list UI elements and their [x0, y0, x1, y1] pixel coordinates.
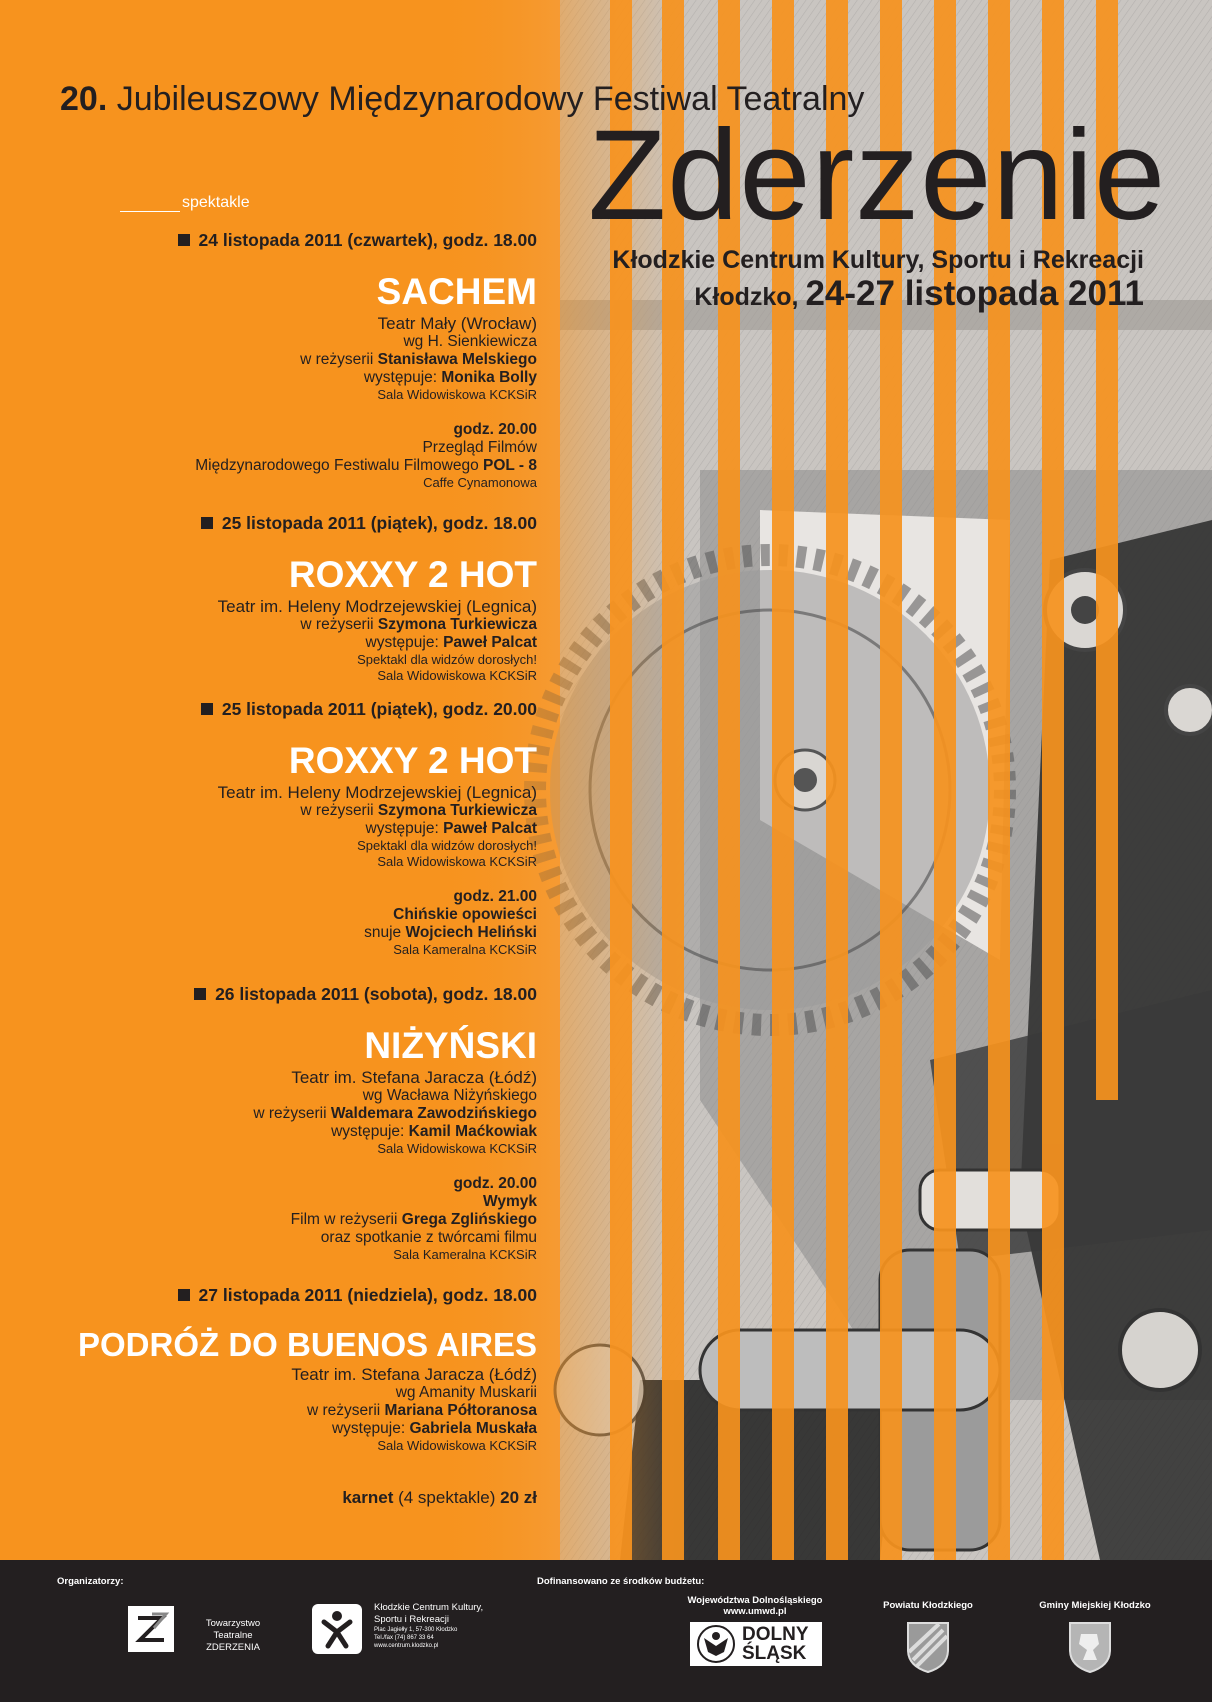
day2a-date-text: 25 listopada 2011 (piątek), godz. 18.00: [221, 513, 537, 533]
day2b-director: [0, 802, 537, 820]
day2b-extra-time: godz. 21.00: [453, 887, 537, 905]
day1-hall: Sala Widowiskowa KCKSiR: [377, 386, 537, 402]
gmina-shield-icon: [1067, 1620, 1113, 1674]
day4-based-on: wg Amanity Muskarii: [395, 1383, 537, 1401]
day2b-extra-by: [0, 924, 537, 942]
director-prefix: w reżyserii: [300, 801, 378, 819]
extra-prefix: Film w reżyserii: [290, 1210, 402, 1228]
day2a-director: [0, 616, 537, 634]
ticket-middle: (4 spektakle): [393, 1488, 501, 1507]
director-name: Szymona Turkiewicza: [377, 801, 537, 819]
day1-extra-line2: [0, 457, 537, 475]
day2a-hall: Sala Widowiskowa KCKSiR: [377, 667, 537, 683]
day1-extra-place: Caffe Cynamonowa: [423, 474, 537, 490]
org2-text: [374, 1602, 483, 1650]
cast-name: Gabriela Muskała: [409, 1419, 537, 1437]
program: [0, 0, 537, 1560]
day2b-theatre: Teatr im. Heleny Modrzejewskiej (Legnica): [217, 782, 537, 802]
ticket-info: [0, 1488, 537, 1507]
extra-prefix: Międzynarodowego Festiwalu Filmowego: [195, 456, 484, 474]
director-name: Waldemara Zawodzińskiego: [330, 1104, 537, 1122]
day3-theatre: Teatr im. Stefana Jaracza (Łódź): [291, 1067, 537, 1087]
extra-bold: Wojciech Heliński: [405, 923, 537, 941]
day2b-extra-title: Chińskie opowieści: [393, 905, 537, 923]
day1-cast: [0, 369, 537, 387]
cast-name: Paweł Palcat: [443, 819, 537, 837]
day3-title: NIŻYŃSKI: [364, 1025, 537, 1066]
city-and-dates: [694, 274, 1144, 314]
day1-title: SACHEM: [376, 271, 537, 312]
day2a-theatre: Teatr im. Heleny Modrzejewskiej (Legnica): [217, 596, 537, 616]
day4-date-text: 27 listopada 2011 (niedziela), godz. 18.00: [198, 1285, 537, 1305]
cast-name: Paweł Palcat: [443, 633, 537, 651]
day2b-title: ROXXY 2 HOT: [288, 740, 537, 781]
day1-based-on: wg H. Sienkiewicza: [403, 332, 537, 350]
bullet-square-icon: [194, 988, 206, 1000]
director-prefix: w reżyserii: [300, 615, 378, 633]
cast-prefix: występuje:: [331, 1122, 409, 1140]
cast-prefix: występuje:: [363, 368, 442, 386]
day1-extra-line1: Przegląd Filmów: [422, 438, 537, 456]
cast-prefix: występuje:: [365, 633, 444, 651]
director-prefix: w reżyserii: [307, 1401, 385, 1419]
day3-extra-place: Sala Kameralna KCKSiR: [393, 1246, 537, 1262]
footer: [0, 1560, 1212, 1702]
edition-number: 20.: [60, 80, 108, 118]
day1-extra-time: godz. 20.00: [453, 420, 537, 438]
venue: Kłodzkie Centrum Kultury, Sportu i Rekreacji: [612, 246, 1144, 274]
bullet-square-icon: [178, 1289, 190, 1301]
powiat-shield-icon: [905, 1620, 951, 1674]
director-name: Szymona Turkiewicza: [377, 615, 537, 633]
sponsor1-line2: www.umwd.pl: [723, 1606, 787, 1617]
org2-line1: Kłodzkie Centrum Kultury,: [374, 1602, 484, 1613]
org2-addr1: Plac Jagiełły 1, 57-300 Kłodzko: [374, 1627, 458, 1633]
day1-director: [0, 351, 537, 369]
day3-date-text: 26 listopada 2011 (sobota), godz. 18.00: [215, 984, 537, 1004]
program-day1: [0, 230, 537, 491]
org2-addr3: www.centrum.klodzko.pl: [374, 1643, 439, 1649]
org2-line2: Sportu i Rekreacji: [374, 1614, 449, 1625]
day4-date: [0, 1285, 537, 1306]
day3-director: [0, 1105, 537, 1123]
day3-extra-line2: oraz spotkanie z twórcami filmu: [320, 1228, 537, 1246]
zderzenia-logo: [128, 1606, 174, 1652]
dolny-slask-logo-line1: DOLNY: [742, 1624, 809, 1645]
dolny-slask-logo-line2: ŚLĄSK: [742, 1643, 807, 1664]
cast-prefix: występuje:: [331, 1419, 410, 1437]
day2a-cast: [0, 634, 537, 652]
day1-date-text: 24 listopada 2011 (czwartek), godz. 18.00: [198, 230, 537, 250]
day3-extra-title: Wymyk: [483, 1192, 537, 1210]
city: Kłodzko,: [694, 283, 799, 311]
day4-theatre: Teatr im. Stefana Jaracza (Łódź): [291, 1364, 537, 1384]
kcksir-logo: [312, 1604, 362, 1654]
extra-prefix: snuje: [364, 923, 406, 941]
org1-line2: ZDERZENIA: [206, 1642, 260, 1653]
org1-text: [190, 1618, 276, 1654]
director-name: Stanisława Melskiego: [377, 350, 537, 368]
organizers-label: Organizatorzy:: [57, 1576, 124, 1587]
festival-name-text: Jubileuszowy Międzynarodowy Festiwal Teatralny: [116, 80, 865, 118]
extra-bold: POL - 8: [483, 456, 537, 474]
bullet-square-icon: [178, 234, 190, 246]
cast-prefix: występuje:: [365, 819, 444, 837]
program-day3: [0, 984, 537, 1263]
program-day2b: [0, 699, 537, 958]
day1-date: [0, 230, 537, 251]
funding-label: Dofinansowano ze środków budżetu:: [537, 1576, 705, 1587]
day3-extra-line1: [0, 1211, 537, 1229]
bullet-square-icon: [201, 703, 213, 715]
section-label-text: spektakle: [182, 194, 250, 211]
cast-name: Monika Bolly: [441, 368, 537, 386]
day2b-extra-place: Sala Kameralna KCKSiR: [393, 941, 537, 957]
day1-theatre: Teatr Mały (Wrocław): [377, 313, 537, 333]
sponsor1-text: [670, 1595, 840, 1617]
day2b-cast: [0, 820, 537, 838]
day2a-note: Spektakl dla widzów dorosłych!: [357, 651, 537, 667]
day3-extra-time: godz. 20.00: [453, 1174, 537, 1192]
day2b-date-text: 25 listopada 2011 (piątek), godz. 20.00: [221, 699, 537, 719]
day4-director: [0, 1402, 537, 1420]
director-prefix: w reżyserii: [300, 350, 378, 368]
day2b-note: Spektakl dla widzów dorosłych!: [357, 837, 537, 853]
day2b-hall: Sala Widowiskowa KCKSiR: [377, 853, 537, 869]
org2-addr2: Tel./fax (74) 867 33 64: [374, 1635, 434, 1641]
day2a-title: ROXXY 2 HOT: [288, 554, 537, 595]
ticket-price: 20 zł: [500, 1488, 537, 1507]
day4-cast: [0, 1420, 537, 1438]
day3-cast: [0, 1123, 537, 1141]
festival-dates: 24-27 listopada 2011: [805, 274, 1144, 313]
dolny-slask-eagle-icon: [696, 1624, 736, 1664]
program-day4: [0, 1285, 537, 1454]
festival-title: Zderzenie: [588, 104, 1167, 247]
cast-name: Kamil Maćkowiak: [408, 1122, 537, 1140]
director-name: Mariana Półtoranosa: [384, 1401, 537, 1419]
day4-hall: Sala Widowiskowa KCKSiR: [377, 1437, 537, 1453]
org1-line1: Towarzystwo Teatralne: [205, 1618, 261, 1641]
day2a-date: [0, 513, 537, 534]
director-prefix: w reżyserii: [253, 1104, 331, 1122]
day2b-date: [0, 699, 537, 720]
day4-title: PODRÓŻ DO BUENOS AIRES: [78, 1326, 537, 1363]
program-day2a: [0, 513, 537, 684]
day3-hall: Sala Widowiskowa KCKSiR: [377, 1140, 537, 1156]
bullet-square-icon: [201, 517, 213, 529]
sponsor2-text: Powiatu Kłodzkiego: [883, 1600, 973, 1611]
day3-based-on: wg Wacława Niżyńskiego: [362, 1086, 537, 1104]
day3-date: [0, 984, 537, 1005]
dolny-slask-logo: [690, 1622, 822, 1666]
sponsor3-text: Gminy Miejskiej Kłodzko: [1039, 1600, 1151, 1611]
ticket-prefix: karnet: [342, 1488, 394, 1507]
sponsor1-line1: Województwa Dolnośląskiego: [687, 1595, 823, 1606]
extra-bold: Grega Zglińskiego: [401, 1210, 537, 1228]
